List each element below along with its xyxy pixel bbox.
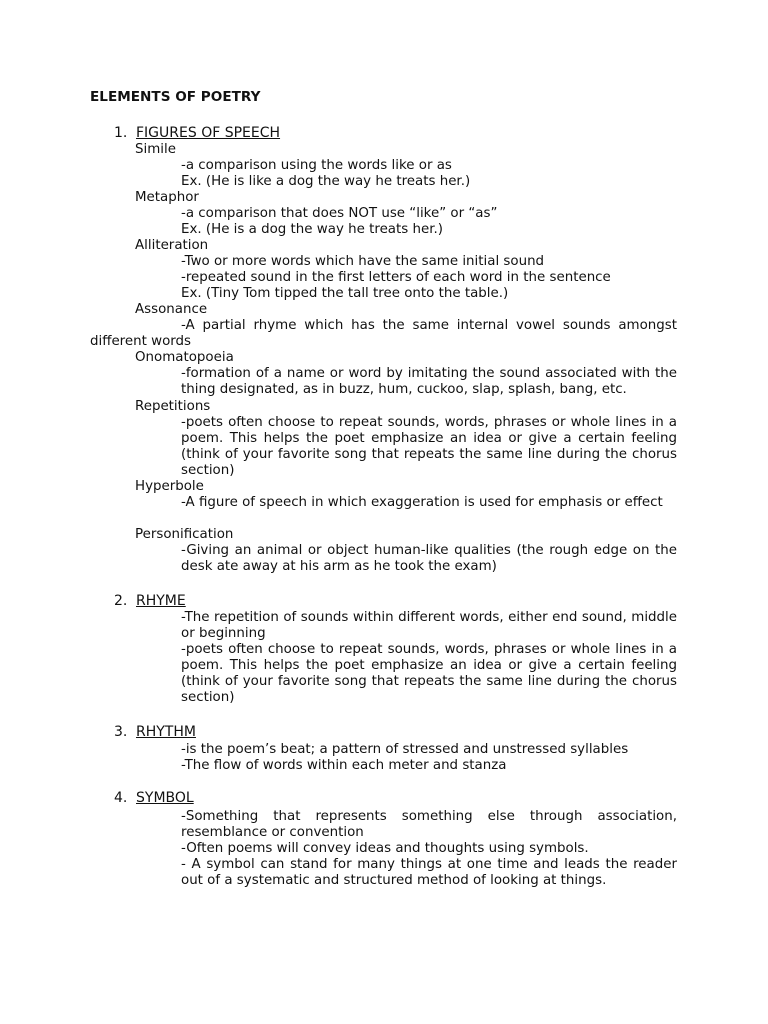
section-number: 3.	[114, 724, 128, 740]
term-alliteration: Alliteration	[135, 238, 209, 253]
definition-paragraph: -poets often choose to repeat sounds, words, phrases or whole lines in a poem. This helps the poet emphasize an idea or give a certain feeling (think of your favorite song that repeats the same line during the chorus section)	[181, 415, 677, 478]
definition-line: -a comparison using the words like or as	[181, 158, 452, 173]
definition-paragraph: -formation of a name or word by imitating the sound associated with the thing designated, as in buzz, hum, cuckoo, slap, splash, bang, etc.	[181, 366, 677, 397]
example-line: Ex. (Tiny Tom tipped the tall tree onto the table.)	[181, 286, 509, 301]
definition-line: -repeated sound in the first letters of each word in the sentence	[181, 270, 611, 285]
section-title: FIGURES OF SPEECH	[136, 125, 281, 141]
definition-paragraph: -The repetition of sounds within different words, either end sound, middle or beginning	[181, 610, 677, 641]
section-number: 4.	[114, 790, 128, 806]
definition-line: -Often poems will convey ideas and thoughts using symbols.	[181, 841, 589, 856]
example-line: Ex. (He is like a dog the way he treats her.)	[181, 174, 471, 189]
definition-line: -The flow of words within each meter and stanza	[181, 758, 507, 773]
definition-line: -is the poem’s beat; a pattern of stressed and unstressed syllables	[181, 742, 629, 757]
definition-paragraph: -Giving an animal or object human-like qualities (the rough edge on the desk ate away at his arm as he took the exam)	[181, 543, 677, 574]
definition-paragraph: -Something that represents something else through association, resemblance or convention	[181, 809, 677, 840]
definition-line: -Two or more words which have the same initial sound	[181, 254, 545, 269]
section-heading	[114, 125, 280, 141]
document-title: ELEMENTS OF POETRY	[90, 89, 261, 105]
term-assonance: Assonance	[135, 302, 208, 317]
definition-paragraph: -A partial rhyme which has the same internal vowel sounds amongst different words	[90, 318, 677, 349]
section-title: RHYTHM	[136, 724, 196, 740]
section-title: RHYME	[136, 593, 186, 609]
definition-paragraph: - A symbol can stand for many things at one time and leads the reader out of a systematic and structured method of looking at things.	[181, 857, 677, 888]
section-heading	[114, 724, 196, 740]
definition-paragraph: -A figure of speech in which exaggeration is used for emphasis or effect	[181, 495, 663, 510]
section-number: 2.	[114, 593, 128, 609]
section-heading	[114, 593, 186, 609]
section-title: SYMBOL	[136, 790, 194, 806]
term-repetitions: Repetitions	[135, 399, 211, 414]
term-metaphor: Metaphor	[135, 190, 199, 205]
term-hyperbole: Hyperbole	[135, 479, 204, 494]
definition-paragraph: -poets often choose to repeat sounds, words, phrases or whole lines in a poem. This helps the poet emphasize an idea or give a certain feeling (think of your favorite song that repeats the same line during the chorus section)	[181, 642, 677, 705]
example-line: Ex. (He is a dog the way he treats her.)	[181, 222, 443, 237]
term-simile: Simile	[135, 142, 176, 157]
section-number: 1.	[114, 125, 128, 141]
term-personification: Personification	[135, 527, 234, 542]
term-onomatopoeia: Onomatopoeia	[135, 350, 234, 365]
definition-line: -a comparison that does NOT use “like” or “as”	[181, 206, 498, 221]
section-heading	[114, 790, 194, 806]
